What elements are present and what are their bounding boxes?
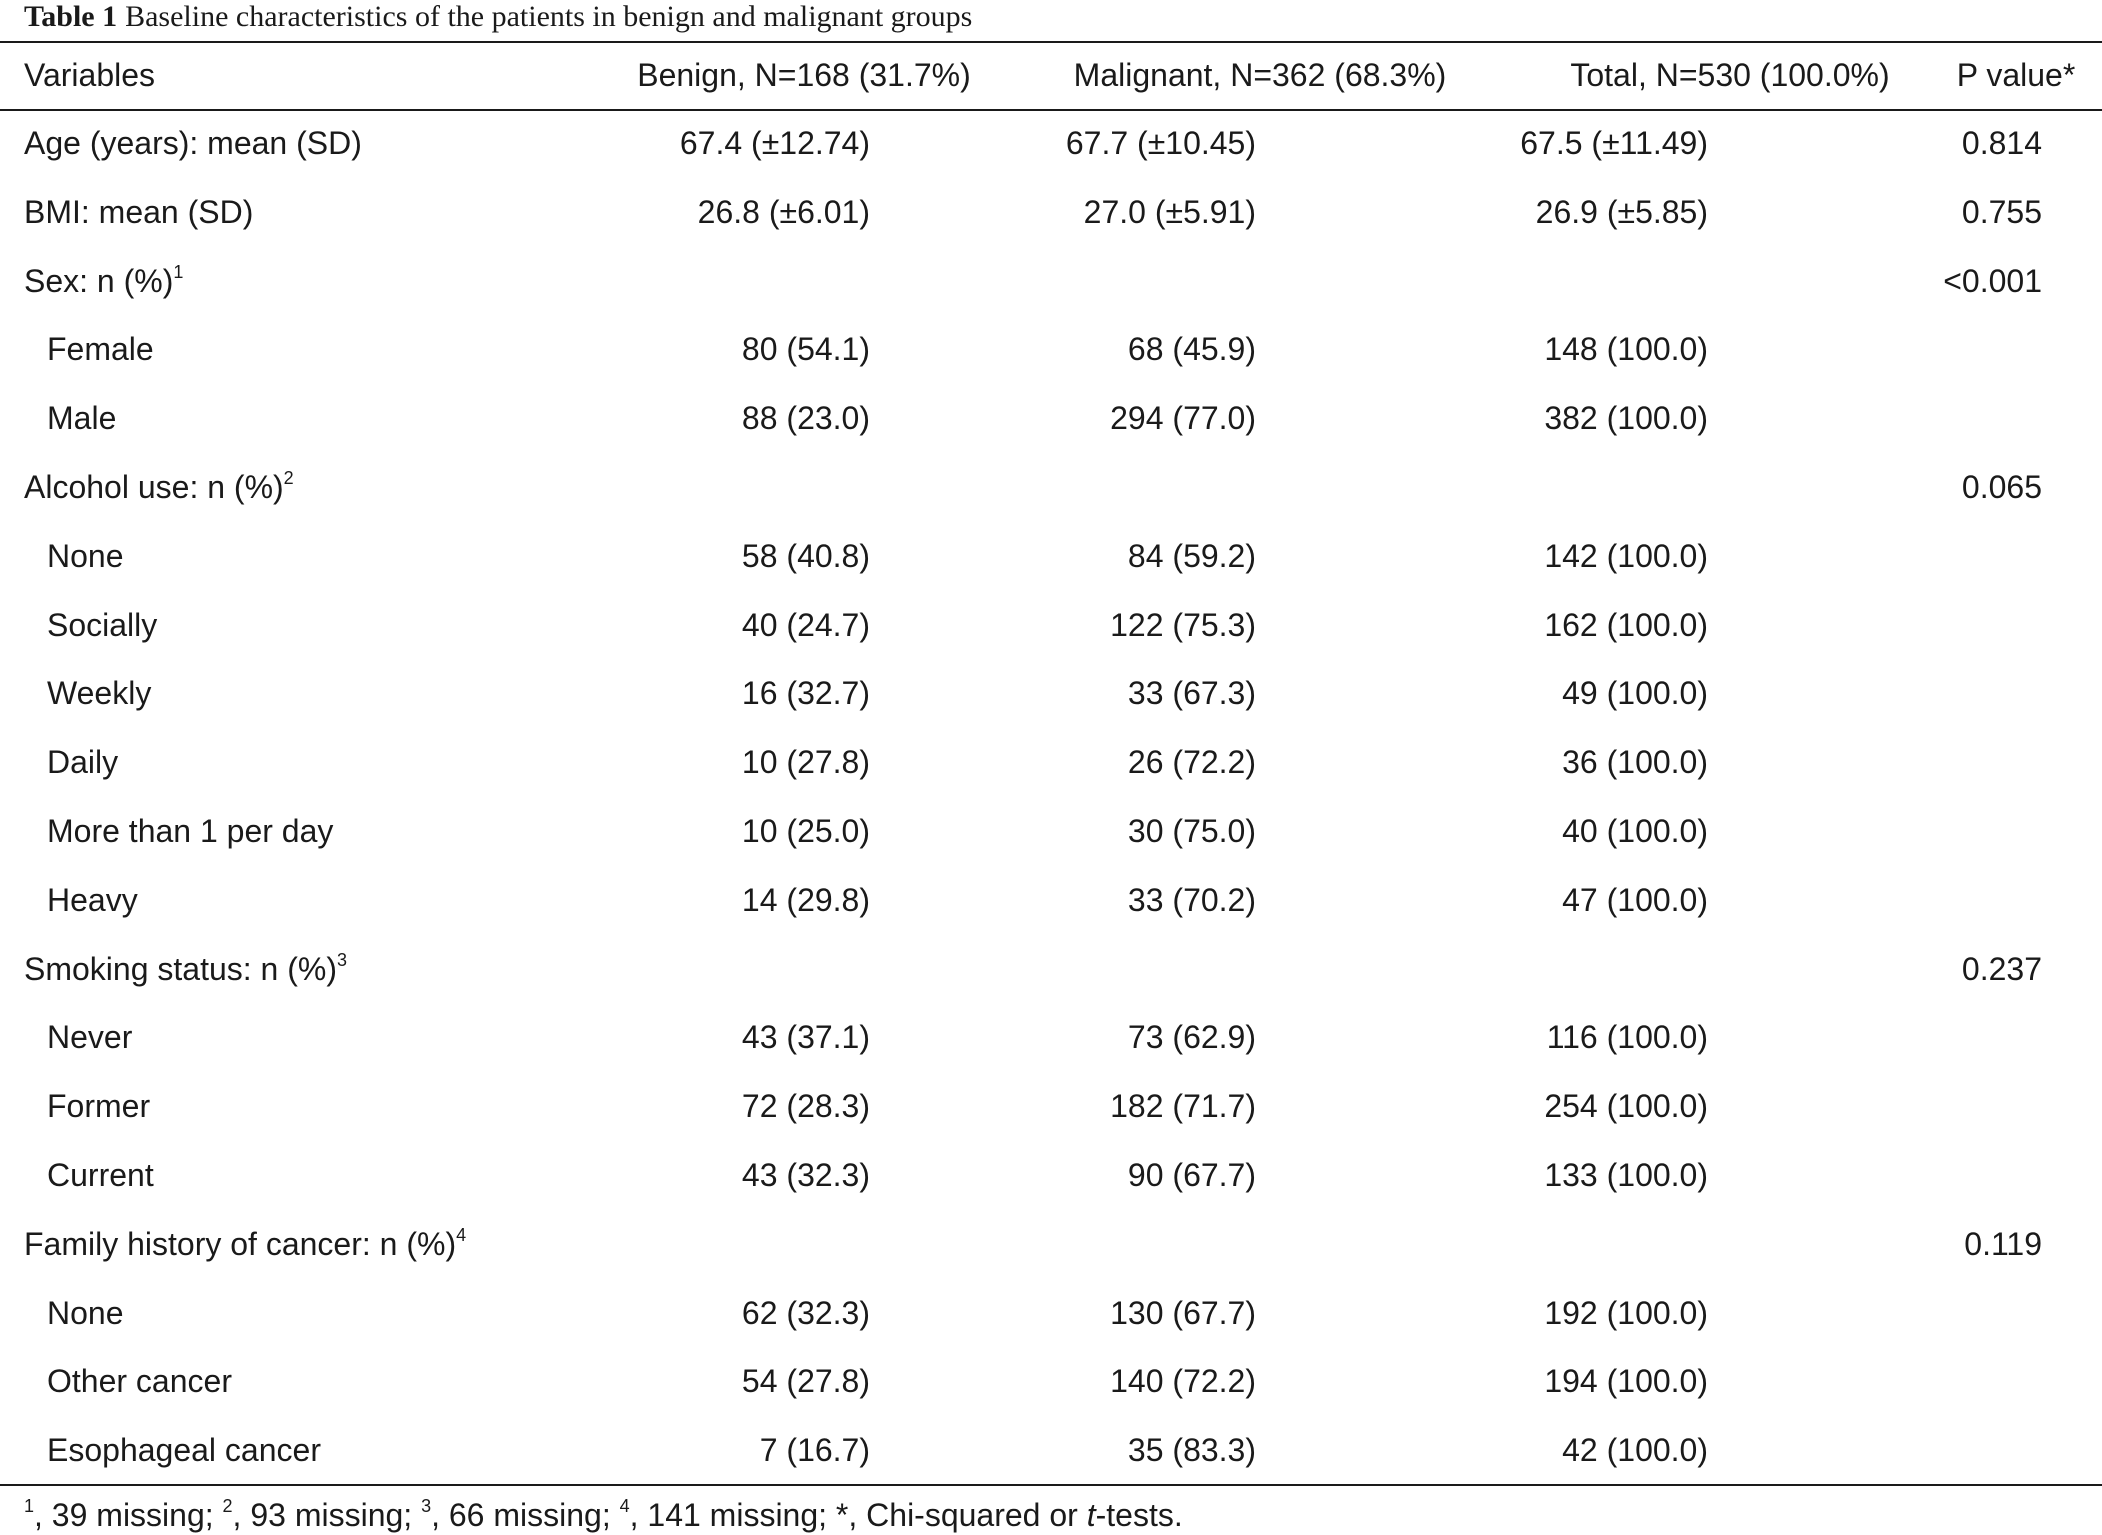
row-label-text: Age (years): mean (SD) (24, 125, 362, 161)
cell-total-value: 382 (100.0) (1544, 400, 1708, 437)
cell-p-value: <0.001 (1943, 262, 2042, 299)
row-variable-label (0, 728, 600, 797)
footnote-marker: 4 (619, 1496, 630, 1516)
cell-p (1920, 1416, 2102, 1485)
cell-malignant (1020, 591, 1480, 660)
cell-total (1480, 453, 1920, 522)
cell-malignant-value: 35 (83.3) (1127, 1432, 1256, 1469)
table-caption-label: Table 1 (24, 0, 118, 33)
table-row (0, 384, 2102, 453)
row-variable-label (0, 660, 600, 729)
row-label-text: More than 1 per day (47, 813, 334, 850)
row-variable-label (0, 316, 600, 385)
cell-total (1480, 247, 1920, 316)
table-row (0, 728, 2102, 797)
cell-benign-value: 80 (54.1) (741, 331, 870, 368)
footnote-missing-text: , 141 missing; (629, 1497, 836, 1533)
row-label-text: None (47, 1294, 124, 1331)
cell-total (1480, 728, 1920, 797)
cell-total (1480, 384, 1920, 453)
header-benign: Benign, N=168 (31.7%) (637, 57, 971, 93)
row-label-text: Daily (47, 744, 119, 781)
footnote-missing-list (24, 1497, 836, 1533)
row-variable-label (0, 109, 600, 178)
row-label-text: Female (47, 331, 154, 368)
cell-benign-value: 58 (40.8) (741, 537, 870, 574)
cell-total-value: 40 (100.0) (1562, 813, 1708, 850)
cell-malignant (1020, 866, 1480, 935)
cell-total (1480, 522, 1920, 591)
cell-p (1920, 247, 2102, 316)
cell-total-value: 162 (100.0) (1544, 606, 1708, 643)
row-variable-label (0, 453, 600, 522)
cell-total (1480, 660, 1920, 729)
table-row (0, 109, 2102, 178)
table-body (0, 109, 2102, 1485)
row-footnote-marker: 3 (337, 949, 348, 970)
cell-total (1480, 866, 1920, 935)
footnote-marker: 2 (222, 1496, 233, 1516)
footnote-missing-text: , 66 missing; (431, 1497, 620, 1533)
cell-benign (600, 1416, 1020, 1485)
cell-benign-value: 72 (28.3) (741, 1088, 870, 1125)
row-variable-label (0, 1210, 600, 1279)
row-label-text: Esophageal cancer (47, 1432, 321, 1469)
cell-malignant-value: 67.7 (±10.45) (1065, 125, 1256, 161)
cell-benign (600, 1004, 1020, 1073)
cell-total-value: 47 (100.0) (1562, 881, 1708, 918)
cell-p (1920, 384, 2102, 453)
cell-p (1920, 728, 2102, 797)
cell-benign (600, 453, 1020, 522)
cell-malignant (1020, 1210, 1480, 1279)
cell-malignant-value: 122 (75.3) (1110, 606, 1256, 643)
cell-malignant (1020, 1416, 1480, 1485)
cell-malignant-value: 294 (77.0) (1110, 400, 1256, 437)
cell-p (1920, 316, 2102, 385)
row-variable-label (0, 935, 600, 1004)
row-label-text: Weekly (47, 675, 152, 712)
cell-benign-value: 67.4 (±12.74) (679, 125, 870, 161)
row-label-text: Smoking status: n (%) (24, 950, 337, 987)
row-label-text: BMI: mean (SD) (24, 193, 254, 230)
cell-benign (600, 866, 1020, 935)
cell-benign (600, 247, 1020, 316)
cell-malignant (1020, 178, 1480, 247)
row-variable-label (0, 247, 600, 316)
row-variable-label (0, 1072, 600, 1141)
cell-total-value: 116 (100.0) (1546, 1019, 1708, 1056)
cell-benign (600, 109, 1020, 178)
cell-benign (600, 1210, 1020, 1279)
cell-total (1480, 1279, 1920, 1348)
cell-malignant-value: 33 (70.2) (1127, 881, 1256, 918)
table-row (0, 935, 2102, 1004)
cell-benign-value: 43 (37.1) (741, 1019, 870, 1056)
cell-total (1480, 935, 1920, 1004)
cell-p (1920, 1141, 2102, 1210)
cell-total (1480, 1141, 1920, 1210)
cell-malignant (1020, 247, 1480, 316)
cell-malignant-value: 68 (45.9) (1127, 331, 1256, 368)
cell-total (1480, 1210, 1920, 1279)
cell-total-value: 194 (100.0) (1544, 1363, 1708, 1400)
cell-malignant (1020, 1141, 1480, 1210)
cell-p (1920, 660, 2102, 729)
cell-total (1480, 797, 1920, 866)
cell-total (1480, 591, 1920, 660)
table-caption (24, 0, 972, 34)
table-row (0, 178, 2102, 247)
baseline-characteristics-table (0, 42, 2102, 1485)
cell-benign-value: 10 (25.0) (741, 813, 870, 850)
table-row (0, 1416, 2102, 1485)
footnote-tail-after: -tests. (1095, 1497, 1183, 1533)
header-malignant: Malignant, N=362 (68.3%) (1073, 57, 1447, 93)
cell-total-value: 67.5 (±11.49) (1520, 125, 1708, 161)
table-row (0, 247, 2102, 316)
row-footnote-marker: 4 (456, 1224, 467, 1245)
cell-malignant (1020, 522, 1480, 591)
table-row (0, 522, 2102, 591)
cell-benign-value: 88 (23.0) (741, 400, 870, 437)
row-label-text: Alcohol use: n (%) (24, 469, 284, 506)
cell-benign (600, 1348, 1020, 1417)
cell-benign (600, 728, 1020, 797)
row-label-text: Current (47, 1157, 154, 1194)
cell-malignant (1020, 1072, 1480, 1141)
cell-malignant (1020, 1004, 1480, 1073)
cell-benign-value: 62 (32.3) (741, 1294, 870, 1331)
table-row (0, 1004, 2102, 1073)
row-variable-label (0, 1141, 600, 1210)
cell-malignant (1020, 935, 1480, 1004)
cell-total-value: 254 (100.0) (1544, 1088, 1708, 1125)
cell-malignant-value: 27.0 (±5.91) (1083, 193, 1256, 230)
row-variable-label (0, 1348, 600, 1417)
table-row (0, 1210, 2102, 1279)
cell-benign-value: 10 (27.8) (741, 744, 870, 781)
row-variable-label (0, 1416, 600, 1485)
footnote-missing-text: , 39 missing; (34, 1497, 223, 1533)
table-row (0, 797, 2102, 866)
cell-total (1480, 316, 1920, 385)
cell-total (1480, 178, 1920, 247)
row-label-text: Male (47, 400, 117, 437)
cell-malignant-value: 33 (67.3) (1127, 675, 1256, 712)
cell-p (1920, 866, 2102, 935)
cell-total (1480, 109, 1920, 178)
cell-malignant-value: 140 (72.2) (1110, 1363, 1256, 1400)
cell-malignant (1020, 797, 1480, 866)
cell-benign-value: 40 (24.7) (741, 606, 870, 643)
cell-benign (600, 384, 1020, 453)
header-variables: Variables (24, 57, 156, 93)
cell-p (1920, 1279, 2102, 1348)
cell-benign (600, 522, 1020, 591)
row-variable-label (0, 522, 600, 591)
cell-total (1480, 1348, 1920, 1417)
cell-p (1920, 1348, 2102, 1417)
cell-p (1920, 591, 2102, 660)
cell-total-value: 42 (100.0) (1562, 1432, 1708, 1469)
cell-total (1480, 1072, 1920, 1141)
cell-total (1480, 1004, 1920, 1073)
header-p-value: P value* (1956, 57, 2076, 93)
footnote-marker: 1 (24, 1496, 35, 1516)
row-variable-label (0, 178, 600, 247)
cell-benign (600, 797, 1020, 866)
cell-total-value: 192 (100.0) (1544, 1294, 1708, 1331)
cell-benign (600, 1279, 1020, 1348)
row-variable-label (0, 1004, 600, 1073)
row-footnote-marker: 2 (283, 468, 294, 489)
cell-total-value: 36 (100.0) (1562, 744, 1708, 781)
cell-benign-value: 43 (32.3) (741, 1157, 870, 1194)
cell-malignant (1020, 109, 1480, 178)
cell-p (1920, 935, 2102, 1004)
cell-benign-value: 16 (32.7) (741, 675, 870, 712)
table-row (0, 316, 2102, 385)
row-label-text: Family history of cancer: n (%) (24, 1225, 457, 1262)
row-label-text: Heavy (47, 881, 138, 918)
cell-malignant-value: 130 (67.7) (1110, 1294, 1256, 1331)
cell-benign (600, 591, 1020, 660)
cell-malignant (1020, 728, 1480, 797)
table-row (0, 1279, 2102, 1348)
cell-malignant-value: 90 (67.7) (1127, 1157, 1256, 1194)
cell-p (1920, 1004, 2102, 1073)
cell-malignant (1020, 1279, 1480, 1348)
cell-total-value: 26.9 (±5.85) (1535, 193, 1708, 230)
table-header-row (0, 42, 2102, 109)
cell-malignant (1020, 453, 1480, 522)
cell-malignant-value: 30 (75.0) (1127, 813, 1256, 850)
cell-benign-value: 7 (16.7) (759, 1432, 870, 1469)
table-row (0, 1141, 2102, 1210)
row-label-text: Sex: n (%) (24, 262, 174, 299)
cell-benign (600, 1072, 1020, 1141)
cell-malignant (1020, 660, 1480, 729)
row-label-text: Never (47, 1019, 133, 1056)
cell-malignant (1020, 384, 1480, 453)
cell-total-value: 142 (100.0) (1544, 537, 1708, 574)
row-label-text: Socially (47, 606, 158, 643)
footnote-marker: 3 (421, 1496, 432, 1516)
header-total: Total, N=530 (100.0%) (1570, 57, 1890, 93)
cell-p-value: 0.755 (1961, 193, 2042, 230)
cell-total-value: 148 (100.0) (1544, 331, 1708, 368)
table-row (0, 660, 2102, 729)
footnote-tail-italic: t (1086, 1497, 1096, 1533)
cell-p-value: 0.237 (1961, 950, 2042, 987)
cell-p (1920, 797, 2102, 866)
cell-p (1920, 453, 2102, 522)
cell-benign-value: 14 (29.8) (741, 881, 870, 918)
cell-benign (600, 316, 1020, 385)
cell-benign-value: 54 (27.8) (741, 1363, 870, 1400)
cell-p (1920, 1210, 2102, 1279)
row-label-text: None (47, 537, 124, 574)
cell-malignant-value: 73 (62.9) (1127, 1019, 1256, 1056)
cell-p (1920, 109, 2102, 178)
table-row (0, 866, 2102, 935)
table-row (0, 1348, 2102, 1417)
cell-p-value: 0.814 (1961, 125, 2042, 161)
cell-p (1920, 1072, 2102, 1141)
cell-benign-value: 26.8 (±6.01) (697, 193, 870, 230)
table-footnote (24, 1495, 1183, 1535)
row-variable-label (0, 866, 600, 935)
cell-total-value: 133 (100.0) (1544, 1157, 1708, 1194)
table-caption-text: Baseline characteristics of the patients in benign and malignant groups (125, 0, 973, 33)
row-label-text: Other cancer (47, 1363, 232, 1400)
cell-p-value: 0.065 (1961, 469, 2042, 506)
cell-malignant (1020, 1348, 1480, 1417)
row-label-text: Former (47, 1088, 151, 1125)
table-row (0, 591, 2102, 660)
cell-total (1480, 1416, 1920, 1485)
cell-benign (600, 660, 1020, 729)
cell-malignant-value: 26 (72.2) (1127, 744, 1256, 781)
row-variable-label (0, 797, 600, 866)
cell-benign (600, 935, 1020, 1004)
cell-benign (600, 1141, 1020, 1210)
row-variable-label (0, 384, 600, 453)
cell-p (1920, 178, 2102, 247)
cell-benign (600, 178, 1020, 247)
cell-malignant-value: 84 (59.2) (1127, 537, 1256, 574)
cell-malignant-value: 182 (71.7) (1110, 1088, 1256, 1125)
cell-total-value: 49 (100.0) (1562, 675, 1708, 712)
row-variable-label (0, 591, 600, 660)
cell-p-value: 0.119 (1964, 1225, 2042, 1262)
cell-malignant (1020, 316, 1480, 385)
table-row (0, 1072, 2102, 1141)
table-row (0, 453, 2102, 522)
footnote-tail-before: *, Chi-squared or (835, 1497, 1087, 1533)
footnote-missing-text: , 93 missing; (232, 1497, 422, 1533)
cell-p (1920, 522, 2102, 591)
row-variable-label (0, 1279, 600, 1348)
row-footnote-marker: 1 (173, 261, 184, 282)
